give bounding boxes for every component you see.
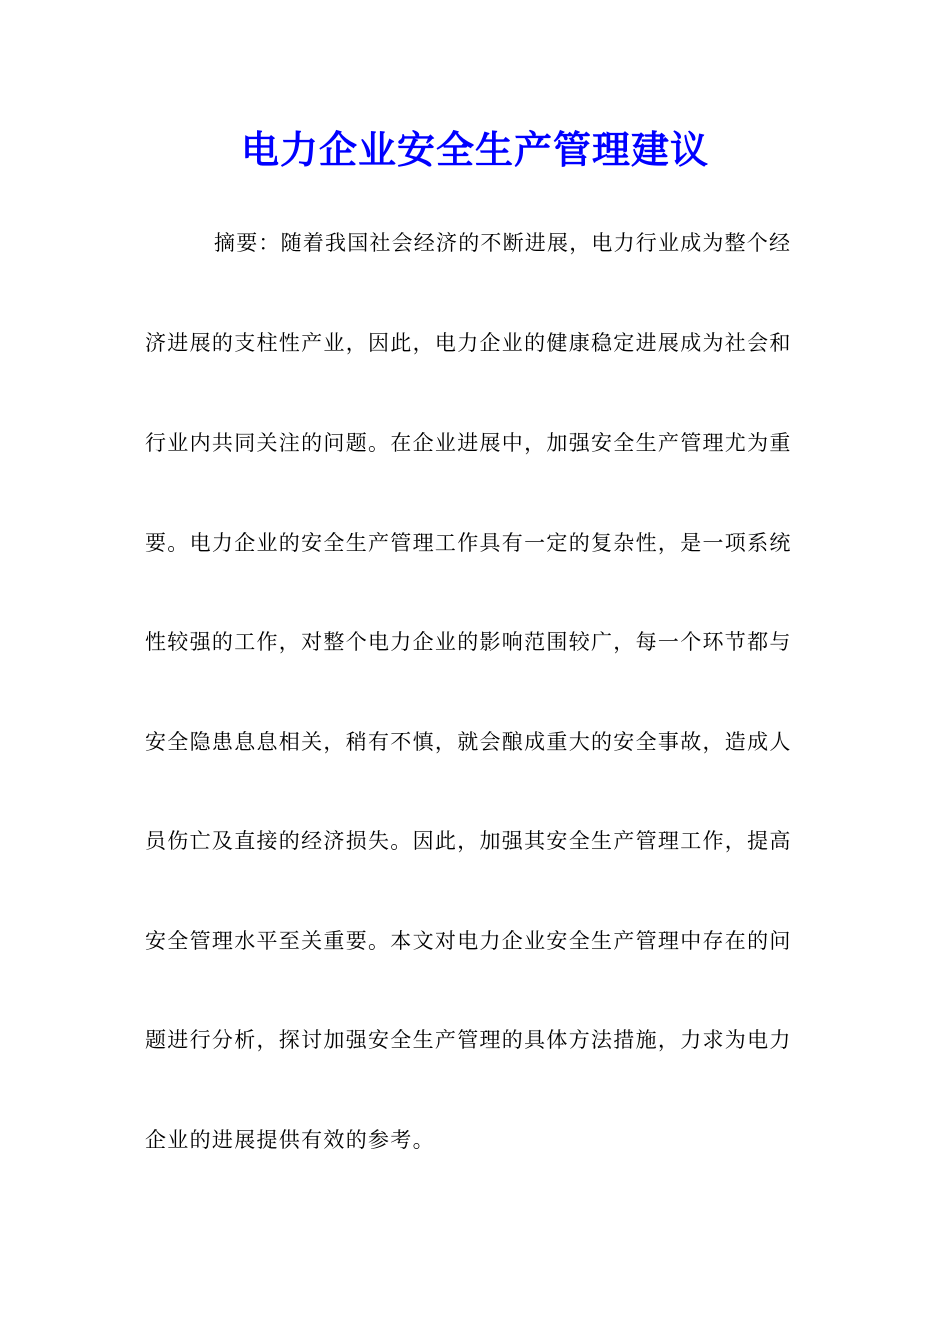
abstract-line-2: 济进展的支柱性产业，因此，电力企业的健康稳定进展成为社会和 [145, 331, 792, 355]
abstract-line-5: 性较强的工作，对整个电力企业的影响范围较广，每一个环节都与 [145, 630, 792, 654]
abstract-line-10: 企业的进展提供有效的参考。 [145, 1128, 435, 1152]
abstract-line-3: 行业内共同关注的问题。在企业进展中，加强安全生产管理尤为重 [145, 431, 792, 455]
document-title: 电力企业安全生产管理建议 [240, 127, 709, 172]
abstract-line-4: 要。电力企业的安全生产管理工作具有一定的复杂性，是一项系统 [145, 531, 792, 555]
abstract-line-7: 员伤亡及直接的经济损失。因此，加强其安全生产管理工作，提高 [145, 829, 792, 853]
abstract-line-8: 安全管理水平至关重要。本文对电力企业安全生产管理中存在的问 [145, 929, 792, 953]
abstract-line-9: 题进行分析，探讨加强安全生产管理的具体方法措施，力求为电力 [145, 1028, 792, 1052]
abstract-line-6: 安全隐患息息相关，稍有不慎，就会酿成重大的安全事故，造成人 [145, 730, 792, 754]
abstract-line-1: 摘要：随着我国社会经济的不断进展，电力行业成为整个经 [214, 231, 792, 255]
